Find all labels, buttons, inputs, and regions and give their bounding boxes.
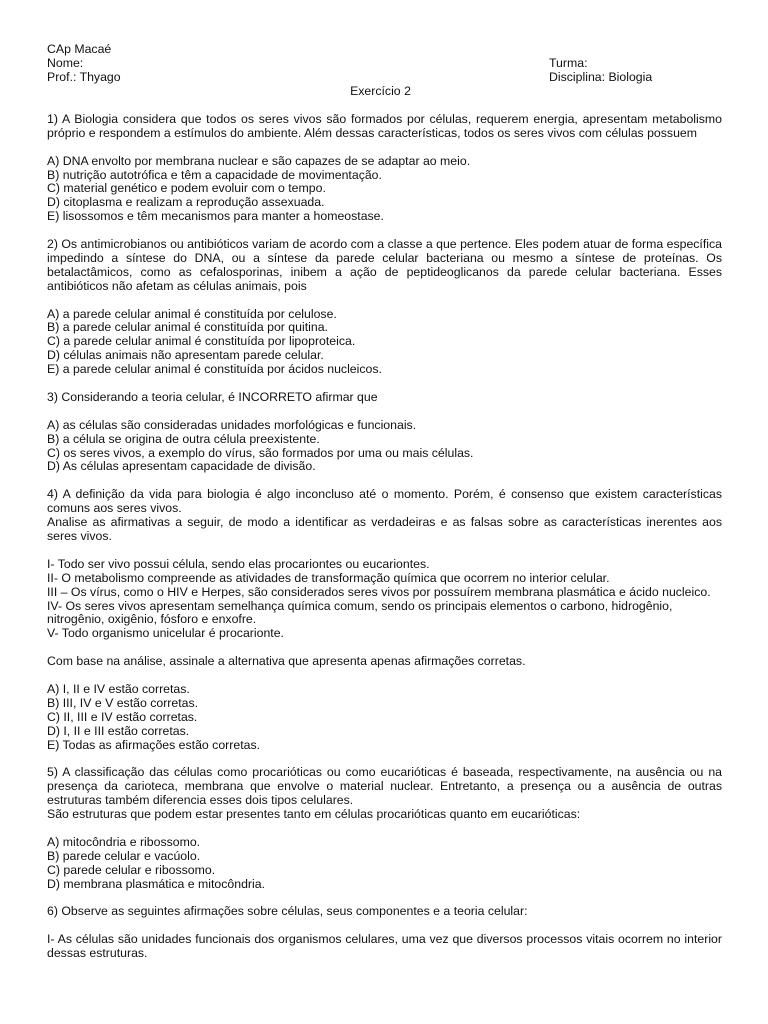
question-prompt: Com base na análise, assinale a alternativa que apresenta apenas afirmações corretas.	[47, 654, 526, 669]
statement-4: IV- Os seres vivos apresentam semelhança química comum, sendo os principais elementos o carbono, hidrogênio, nitrogênio, oxigênio, fósforo e enxofre.	[47, 598, 673, 627]
question-3	[47, 391, 722, 474]
option-c: C) a parede celular animal é constituída por lipoproteica.	[47, 334, 356, 349]
option-b: B) a parede celular animal é constituída por quitina.	[47, 320, 328, 335]
school-name: CAp Macaé	[47, 42, 112, 56]
question-stem: 2) Os antimicrobianos ou antibióticos variam de acordo com a classe a que pertence. Eles podem atuar de forma específica impedindo a síntese do DNA, ou a síntese da parede celular bacteriana ou mesmo a síntese de proteínas. Os betalactâmicos, como as cefalosporinas, inibem a ação de peptideoglicanos da parede celular bacteriana. Esses antibióticos não afetam as células animais, pois	[47, 237, 722, 293]
option-a: A) as células são consideradas unidades morfológicas e funcionais.	[47, 417, 417, 432]
option-d: D) I, II e III estão corretas.	[47, 723, 190, 738]
option-d: D) células animais não apresentam parede celular.	[47, 348, 324, 363]
option-c: C) parede celular e ribossomo.	[47, 862, 216, 877]
name-label: Nome:	[47, 56, 84, 70]
question-stem: 4) A definição da vida para biologia é algo inconcluso até o momento. Porém, é consenso que existem características comuns aos seres vivos.	[47, 487, 722, 516]
statement-1: I- Todo ser vivo possui célula, sendo elas procariontes ou eucariontes.	[47, 556, 430, 571]
question-stem: 3) Considerando a teoria celular, é INCORRETO afirmar que	[47, 389, 378, 404]
option-c: C) material genético e podem evoluir com o tempo.	[47, 181, 326, 196]
question-stem: 6) Observe as seguintes afirmações sobre células, seus componentes e a teoria celular:	[47, 904, 528, 919]
exercise-sheet	[47, 43, 722, 961]
option-e: E) Todas as afirmações estão corretas.	[47, 737, 261, 752]
question-5	[47, 766, 722, 891]
header-row-name	[47, 57, 722, 71]
option-d: D) As células apresentam capacidade de divisão.	[47, 459, 316, 474]
subject-label: Disciplina: Biologia	[549, 70, 653, 84]
class-label: Turma:	[549, 56, 588, 70]
question-stem: 5) A classificação das células como procarióticas ou como eucarióticas é baseada, respectivamente, na ausência ou na presença da carioteca, membrana que envolve o material nuclear. Entretanto, a presença ou a ausência de outras estruturas também diferencia esses dois tipos celulares.	[47, 765, 722, 808]
question-stem: 1) A Biologia considera que todos os seres vivos são formados por células, requerem energia, apresentam metabolismo próprio e respondem a estímulos do ambiente. Além dessas características, todos os seres vivos com células possuem	[47, 111, 722, 140]
option-e: E) lisossomos e têm mecanismos para manter a homeostase.	[47, 209, 384, 224]
option-d: D) citoplasma e realizam a reprodução assexuada.	[47, 195, 325, 210]
option-b: B) III, IV e V estão corretas.	[47, 695, 199, 710]
option-d: D) membrana plasmática e mitocôndria.	[47, 876, 266, 891]
statement-1: I- As células são unidades funcionais dos organismos celulares, uma vez que diversos processos vitais ocorrem no interior dessas estruturas.	[47, 932, 722, 961]
header	[47, 43, 722, 99]
statement-3: III – Os vírus, como o HIV e Herpes, são considerados seres vivos por possuírem membrana plasmática e ácido nucleico.	[47, 584, 711, 599]
statement-5: V- Todo organismo unicelular é procarionte.	[47, 626, 284, 641]
header-row-prof	[47, 71, 722, 85]
question-2	[47, 238, 722, 377]
option-b: B) a célula se origina de outra célula preexistente.	[47, 431, 320, 446]
option-a: A) a parede celular animal é constituída por celulose.	[47, 306, 337, 321]
teacher-label: Prof.: Thyago	[47, 70, 121, 84]
question-1	[47, 113, 722, 224]
option-b: B) nutrição autotrófica e têm a capacidade de movimentação.	[47, 167, 382, 182]
question-4	[47, 488, 722, 752]
option-a: A) I, II e IV estão corretas.	[47, 681, 190, 696]
exercise-title: Exercício 2	[350, 84, 411, 98]
option-e: E) a parede celular animal é constituída por ácidos nucleicos.	[47, 362, 382, 377]
question-instruction: Analise as afirmativas a seguir, de modo a identificar as verdadeiras e as falsas sobre as características inerentes aos seres vivos.	[47, 515, 722, 543]
option-b: B) parede celular e vacúolo.	[47, 848, 201, 863]
option-c: C) os seres vivos, a exemplo do vírus, são formados por uma ou mais células.	[47, 445, 474, 460]
header-school-row	[47, 43, 722, 57]
statement-2: II- O metabolismo compreende as atividades de transformação química que ocorrem no interior celular.	[47, 570, 610, 585]
question-instruction: São estruturas que podem estar presentes tanto em células procarióticas quanto em eucarióticas:	[47, 807, 581, 822]
option-c: C) II, III e IV estão corretas.	[47, 709, 198, 724]
option-a: A) DNA envolto por membrana nuclear e são capazes de se adaptar ao meio.	[47, 153, 471, 168]
question-6	[47, 905, 722, 961]
option-a: A) mitocôndria e ribossomo.	[47, 834, 201, 849]
